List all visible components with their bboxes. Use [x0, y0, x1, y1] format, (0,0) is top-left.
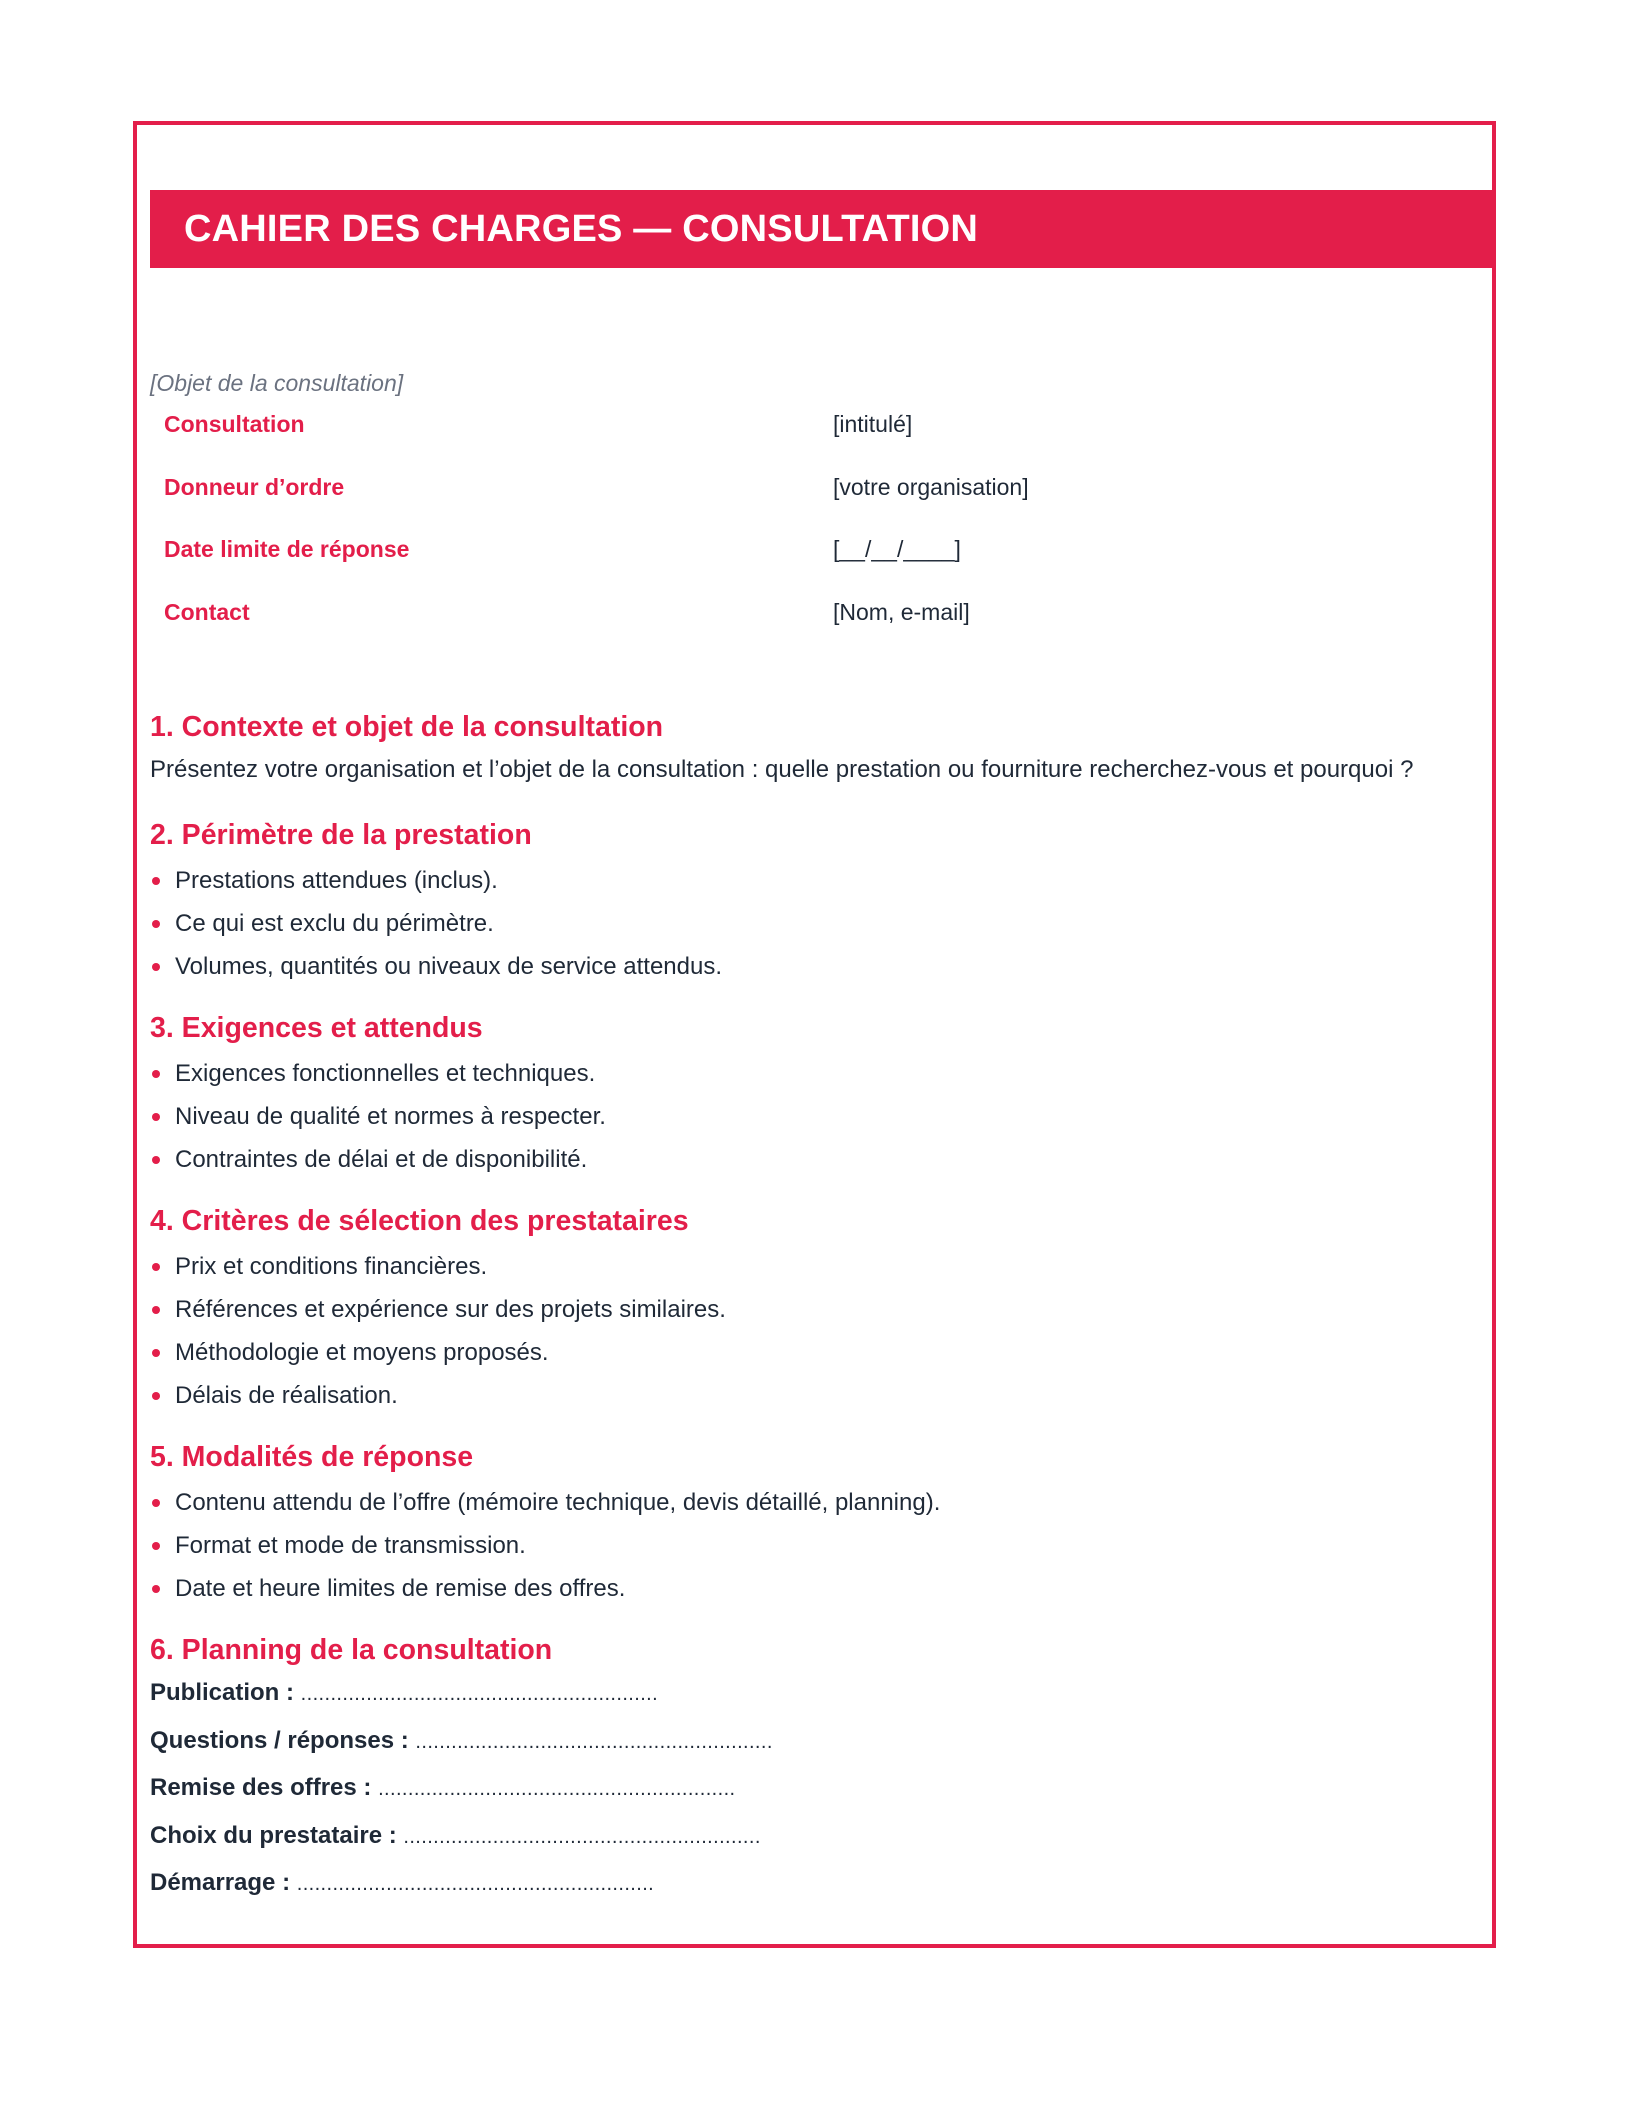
bullet-icon	[152, 920, 160, 928]
list-item-text: Délais de réalisation.	[175, 1382, 398, 1409]
list-item-text: Ce qui est exclu du périmètre.	[175, 910, 494, 937]
bullet-list	[150, 859, 1480, 988]
bullet-icon	[152, 1306, 160, 1314]
planning-label: Remise des offres :	[150, 1774, 372, 1801]
planning-row	[150, 1765, 1480, 1813]
list-item-text: Format et mode de transmission.	[175, 1532, 526, 1559]
title-banner	[150, 190, 1496, 268]
list-item-text: Méthodologie et moyens proposés.	[175, 1339, 549, 1366]
list-item	[150, 945, 1480, 988]
list-item	[150, 902, 1480, 945]
planning-row	[150, 1718, 1480, 1766]
list-item-text: Prestations attendues (inclus).	[175, 867, 498, 894]
list-item	[150, 1288, 1480, 1331]
planning-blank: ............................................................	[403, 1825, 761, 1848]
bullet-list	[150, 1481, 1480, 1610]
planning-label: Publication :	[150, 1679, 294, 1706]
list-item	[150, 1052, 1480, 1095]
section-text: Présentez votre organisation et l’objet de la consultation : quelle prestation ou fourniture recherchez-vous et pourquoi ?	[150, 756, 1414, 783]
bullet-icon	[152, 1263, 160, 1271]
planning-label: Questions / réponses :	[150, 1726, 409, 1754]
list-item	[150, 859, 1480, 902]
bullet-icon	[152, 1585, 160, 1593]
planning-row	[150, 1670, 1480, 1718]
list-item	[150, 1331, 1480, 1374]
list-item	[150, 1374, 1480, 1417]
list-item-text: Volumes, quantités ou niveaux de service attendus.	[175, 953, 723, 980]
list-item-text: Exigences fonctionnelles et techniques.	[175, 1060, 596, 1087]
planning-blank: ............................................................	[415, 1730, 773, 1753]
info-value: [votre organisation]	[833, 473, 1029, 500]
info-label: Date limite de réponse	[164, 536, 410, 562]
page-title: CAHIER DES CHARGES — CONSULTATION	[184, 207, 979, 250]
bullet-icon	[152, 1349, 160, 1357]
bullet-icon	[152, 963, 160, 971]
list-item-text: Contraintes de délai et de disponibilité.	[175, 1146, 588, 1173]
list-item	[150, 1481, 1480, 1524]
planning-row	[150, 1813, 1480, 1861]
info-row-contact	[150, 599, 1480, 662]
section-criteres	[150, 1201, 1480, 1417]
bullet-icon	[152, 877, 160, 885]
info-table	[150, 411, 1480, 661]
list-item	[150, 1245, 1480, 1288]
info-label: Donneur d’ordre	[164, 473, 345, 500]
section-title: 2. Périmètre de la prestation	[150, 819, 532, 851]
list-item	[150, 1567, 1480, 1610]
section-contexte	[150, 707, 1480, 787]
planning-label: Démarrage :	[150, 1869, 291, 1896]
list-item-text: Références et expérience sur des projets similaires.	[175, 1296, 726, 1323]
list-item-text: Contenu attendu de l’offre (mémoire technique, devis détaillé, planning).	[175, 1489, 941, 1516]
section-title: 3. Exigences et attendus	[150, 1012, 483, 1044]
bullet-list	[150, 1245, 1480, 1417]
section-title: 1. Contexte et objet de la consultation	[150, 711, 664, 743]
section-title: 6. Planning de la consultation	[150, 1634, 553, 1666]
bullet-icon	[152, 1113, 160, 1121]
info-row-consultation	[150, 411, 1480, 474]
info-value: [__/__/____]	[833, 536, 961, 562]
info-row-donneur	[150, 474, 1480, 537]
info-value: [intitulé]	[833, 411, 913, 437]
list-item-text: Date et heure limites de remise des offres.	[175, 1575, 626, 1602]
bullet-icon	[152, 1542, 160, 1550]
info-label: Contact	[164, 598, 250, 625]
section-exigences	[150, 1008, 1480, 1181]
section-perimetre	[150, 815, 1480, 988]
list-item-text: Niveau de qualité et normes à respecter.	[175, 1103, 606, 1130]
list-item	[150, 1524, 1480, 1567]
section-title: 4. Critères de sélection des prestataires	[150, 1205, 689, 1237]
info-label: Consultation	[164, 411, 305, 437]
bullet-icon	[152, 1156, 160, 1164]
planning-row	[150, 1860, 1480, 1908]
bullet-icon	[152, 1070, 160, 1078]
planning-blank: ............................................................	[300, 1683, 659, 1705]
list-item-text: Prix et conditions financières.	[175, 1253, 488, 1280]
planning-label: Choix du prestataire :	[150, 1821, 397, 1849]
bullet-icon	[152, 1392, 160, 1400]
section-title: 5. Modalités de réponse	[150, 1441, 474, 1473]
list-item	[150, 1138, 1480, 1181]
info-row-date-limite	[150, 536, 1480, 599]
section-modalites	[150, 1437, 1480, 1610]
planning-blank: ............................................................	[378, 1778, 736, 1800]
bullet-icon	[152, 1499, 160, 1507]
section-planning	[150, 1630, 1480, 1908]
list-item	[150, 1095, 1480, 1138]
info-value: [Nom, e-mail]	[833, 598, 970, 625]
bullet-list	[150, 1052, 1480, 1181]
consultation-subject: [Objet de la consultation]	[150, 370, 404, 396]
document-body	[150, 370, 1480, 1908]
planning-blank: ............................................................	[296, 1873, 655, 1895]
